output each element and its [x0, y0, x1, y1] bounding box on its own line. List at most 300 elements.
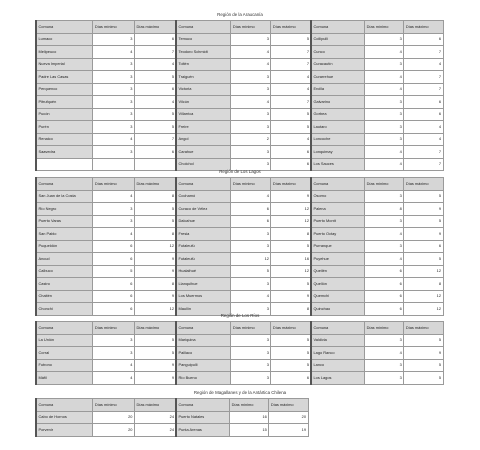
header-comuna: Comuna [176, 21, 231, 34]
min-days: 15 [230, 424, 269, 437]
min-days: 6 [93, 240, 135, 253]
min-days: 3 [93, 83, 135, 96]
commune-name: Gorbea [311, 108, 365, 121]
commune-name: Vilcún [176, 96, 231, 109]
commune-name: Ancud [36, 253, 93, 266]
min-days: 6 [365, 278, 404, 291]
min-days: 3 [93, 203, 135, 216]
min-days: 3 [365, 334, 404, 347]
table-row [311, 190, 443, 203]
header-comuna: Comuna [311, 178, 365, 191]
commune-table [35, 177, 177, 316]
commune-name: Carahue [176, 146, 231, 159]
table-row [176, 83, 311, 96]
region-title: Región de la Araucanía [217, 12, 263, 17]
table-row [176, 228, 311, 241]
commune-name: Hualaihué [176, 265, 231, 278]
table-row [176, 334, 311, 347]
min-days: 3 [365, 133, 404, 146]
table-row [36, 71, 176, 84]
min-days: 3 [365, 372, 404, 385]
table-header-row [176, 21, 311, 34]
table-row [36, 96, 176, 109]
min-days: 3 [231, 158, 271, 171]
table-row [311, 203, 443, 216]
min-days: 3 [365, 359, 404, 372]
commune-name: San Pablo [36, 228, 93, 241]
commune-name: Quemchi [311, 290, 365, 303]
header-dias-minimo: Días mínimo [231, 178, 271, 191]
table-row [311, 347, 443, 360]
min-days: 3 [93, 71, 135, 84]
max-days: 4 [271, 83, 311, 96]
commune-table [175, 321, 312, 385]
commune-name: Cunco [311, 46, 365, 59]
max-days: 5 [404, 215, 443, 228]
commune-name: Cholchol [176, 158, 231, 171]
max-days: 5 [134, 203, 176, 216]
header-dias-maximo: Días máximo [134, 178, 176, 191]
max-days: 9 [404, 228, 443, 241]
commune-name: Padre Las Casas [36, 71, 93, 84]
commune-name: Futaleufú [176, 240, 231, 253]
commune-name: Curaco de Vélez [176, 203, 231, 216]
max-days: 8 [271, 228, 311, 241]
commune-name: Fresia [176, 228, 231, 241]
table-header-row [311, 178, 443, 191]
commune-table [35, 398, 177, 437]
table-header-row [176, 399, 308, 412]
max-days: 6 [271, 372, 311, 385]
commune-name: Los Sauces [311, 158, 365, 171]
max-days: 4 [271, 71, 311, 84]
header-dias-minimo: Días mínimo [93, 178, 135, 191]
header-comuna: Comuna [36, 322, 93, 335]
table-row [176, 33, 311, 46]
min-days: 4 [231, 58, 271, 71]
commune-name: Maullín [176, 303, 231, 316]
max-days: 6 [134, 33, 176, 46]
commune-name: Lanco [311, 359, 365, 372]
commune-name: Victoria [176, 83, 231, 96]
header-dias-minimo: Días mínimo [93, 21, 135, 34]
max-days: 5 [134, 121, 176, 134]
table-row [36, 83, 176, 96]
min-days: 3 [365, 33, 404, 46]
max-days: 6 [271, 146, 311, 159]
max-days: 4 [271, 133, 311, 146]
min-days: 4 [365, 347, 404, 360]
max-days: 7 [134, 133, 176, 146]
min-days: 3 [365, 96, 404, 109]
commune-name: Río Negro [36, 203, 93, 216]
max-days: 5 [134, 334, 176, 347]
min-days: 6 [365, 265, 404, 278]
max-days: 8 [404, 278, 443, 291]
table-row [36, 290, 176, 303]
commune-name: Traiguén [176, 71, 231, 84]
min-days: 3 [93, 33, 135, 46]
min-days: 3 [93, 121, 135, 134]
commune-name: Futaleufú [176, 253, 231, 266]
header-dias-maximo: Días máximo [271, 322, 311, 335]
max-days: 9 [134, 253, 176, 266]
table-row [36, 33, 176, 46]
commune-table [310, 177, 444, 316]
min-days: 3 [365, 190, 404, 203]
min-days: 3 [365, 58, 404, 71]
commune-table [35, 20, 177, 171]
max-days: 7 [134, 46, 176, 59]
min-days: 3 [93, 347, 135, 360]
min-days: 12 [231, 253, 271, 266]
table-header-row [176, 178, 311, 191]
min-days: 4 [93, 228, 135, 241]
table-row [176, 121, 311, 134]
min-days: 6 [231, 203, 271, 216]
table-row [311, 33, 443, 46]
max-days: 12 [404, 265, 443, 278]
table-row [176, 146, 311, 159]
max-days: 5 [404, 359, 443, 372]
commune-name: Porvenir [36, 424, 93, 437]
max-days: 6 [404, 240, 443, 253]
commune-name: Chonchi [36, 303, 93, 316]
max-days: 5 [271, 278, 311, 291]
header-comuna: Comuna [176, 322, 231, 335]
commune-name: Lautaro [311, 121, 365, 134]
min-days: 3 [231, 278, 271, 291]
region-title: Región de Magallanes y de la Antártica Chilena [193, 390, 287, 395]
max-days: 12 [271, 203, 311, 216]
table-row [36, 359, 176, 372]
commune-name: Quinchao [311, 303, 365, 316]
max-days: 7 [404, 158, 443, 171]
min-days: 3 [93, 96, 135, 109]
table-row [311, 253, 443, 266]
commune-name: Curarrehue [311, 71, 365, 84]
min-days: 3 [231, 347, 271, 360]
min-days: 4 [365, 253, 404, 266]
max-days: 20 [269, 411, 308, 424]
min-days: 6 [93, 303, 135, 316]
table-row [311, 121, 443, 134]
max-days: 9 [271, 290, 311, 303]
max-days: 4 [404, 133, 443, 146]
table-row [311, 133, 443, 146]
min-days: 4 [365, 146, 404, 159]
header-comuna: Comuna [176, 178, 231, 191]
max-days: 4 [404, 121, 443, 134]
table-row [36, 190, 176, 203]
table-row [176, 372, 311, 385]
max-days: 6 [271, 158, 311, 171]
min-days: 5 [231, 265, 271, 278]
commune-name: Puerto Natales [176, 411, 230, 424]
table-row [176, 240, 311, 253]
min-days: 4 [93, 359, 135, 372]
table-row [311, 265, 443, 278]
max-days: 6 [404, 96, 443, 109]
min-days: 20 [93, 411, 135, 424]
header-dias-maximo: Días máximo [134, 399, 176, 412]
table-row [36, 411, 176, 424]
min-days: 3 [231, 33, 271, 46]
commune-table [175, 177, 312, 316]
commune-name: Llanquihue [176, 278, 231, 291]
header-comuna: Comuna [176, 399, 230, 412]
commune-name: Renaico [36, 133, 93, 146]
commune-name: Cabo de Hornos [36, 411, 93, 424]
min-days: 3 [231, 303, 271, 316]
table-row [311, 372, 443, 385]
max-days: 8 [271, 303, 311, 316]
table-row [176, 46, 311, 59]
min-days: 4 [231, 46, 271, 59]
table-row [36, 108, 176, 121]
commune-name: Perquenco [36, 83, 93, 96]
max-days: 24 [134, 424, 176, 437]
commune-name: Loncoche [311, 133, 365, 146]
commune-name: Valdivia [311, 334, 365, 347]
min-days: 20 [93, 424, 135, 437]
max-days: 5 [271, 108, 311, 121]
min-days: 4 [93, 46, 135, 59]
commune-table [310, 321, 444, 385]
max-days: 4 [134, 96, 176, 109]
commune-name: San Juan de la Costa [36, 190, 93, 203]
table-row [176, 96, 311, 109]
max-days: 12 [404, 303, 443, 316]
table-row [176, 190, 311, 203]
commune-name: Purén [36, 121, 93, 134]
min-days: 3 [365, 121, 404, 134]
commune-name: Dalcahue [176, 215, 231, 228]
commune-name: Temuco [176, 33, 231, 46]
header-dias-minimo: Días mínimo [93, 322, 135, 335]
table-header-row [36, 322, 176, 335]
table-row [176, 347, 311, 360]
table-row [36, 133, 176, 146]
max-days: 4 [134, 58, 176, 71]
max-days: 7 [271, 96, 311, 109]
commune-name: Pucón [36, 108, 93, 121]
max-days: 6 [404, 33, 443, 46]
commune-table [175, 20, 312, 171]
header-comuna: Comuna [311, 322, 365, 335]
commune-name: Futrono [36, 359, 93, 372]
commune-name: Los Lagos [311, 372, 365, 385]
max-days: 6 [404, 108, 443, 121]
min-days: 3 [231, 71, 271, 84]
table-row [311, 146, 443, 159]
min-days: 4 [93, 190, 135, 203]
min-days: 3 [93, 334, 135, 347]
max-days: 5 [271, 359, 311, 372]
commune-name: Queilén [311, 265, 365, 278]
max-days: 5 [271, 240, 311, 253]
header-dias-maximo: Días máximo [271, 178, 311, 191]
min-days: 3 [93, 108, 135, 121]
commune-name: Toltén [176, 58, 231, 71]
max-days: 5 [404, 334, 443, 347]
commune-name: Los Muermos [176, 290, 231, 303]
commune-name: Melipeuco [36, 46, 93, 59]
commune-name: Freire [176, 121, 231, 134]
commune-name: Villarrica [176, 108, 231, 121]
min-days: 3 [365, 215, 404, 228]
table-row [311, 83, 443, 96]
table-row [176, 278, 311, 291]
min-days: 3 [365, 240, 404, 253]
max-days: 9 [134, 265, 176, 278]
commune-name: Osorno [311, 190, 365, 203]
table-row [36, 372, 176, 385]
min-days: 6 [93, 253, 135, 266]
table-header-row [36, 399, 176, 412]
table-row [311, 58, 443, 71]
table-row [311, 71, 443, 84]
header-dias-minimo: Días mínimo [230, 399, 269, 412]
table-row [311, 228, 443, 241]
max-days: 12 [134, 303, 176, 316]
table-header-row [176, 322, 311, 335]
commune-name: Lonquimay [311, 146, 365, 159]
max-days: 7 [404, 46, 443, 59]
table-row [176, 71, 311, 84]
commune-name: Saavedra [36, 146, 93, 159]
table-row [176, 411, 308, 424]
commune-name: Galvarino [311, 96, 365, 109]
max-days: 6 [134, 146, 176, 159]
commune-name: Punta Arenas [176, 424, 230, 437]
max-days: 5 [404, 253, 443, 266]
region-title: Región de Los Lagos [219, 169, 261, 174]
commune-name: Quellón [311, 278, 365, 291]
min-days: 4 [231, 190, 271, 203]
commune-name: Collipulli [311, 33, 365, 46]
commune-name: Ercilla [311, 83, 365, 96]
min-days: 3 [231, 372, 271, 385]
table-row [176, 133, 311, 146]
min-days: 4 [365, 83, 404, 96]
table-row [36, 58, 176, 71]
max-days: 7 [404, 146, 443, 159]
max-days: 5 [134, 215, 176, 228]
commune-name: Puqueldón [36, 240, 93, 253]
max-days: 24 [134, 411, 176, 424]
table-row [36, 46, 176, 59]
table-row [36, 215, 176, 228]
min-days: 3 [231, 240, 271, 253]
table-row [36, 203, 176, 216]
min-days: 8 [365, 203, 404, 216]
max-days: 8 [134, 228, 176, 241]
header-dias-maximo: Días máximo [269, 399, 308, 412]
commune-name: Cochamó [176, 190, 231, 203]
max-days: 12 [404, 290, 443, 303]
max-days: 8 [134, 190, 176, 203]
header-comuna: Comuna [36, 399, 93, 412]
table-row [36, 121, 176, 134]
commune-name: Chaitén [36, 290, 93, 303]
commune-name: Corral [36, 347, 93, 360]
commune-name: Curacautín [311, 58, 365, 71]
min-days: 6 [365, 290, 404, 303]
table-header-row [311, 322, 443, 335]
table-row [311, 359, 443, 372]
max-days: 7 [271, 58, 311, 71]
max-days: 9 [134, 359, 176, 372]
table-header-row [36, 178, 176, 191]
max-days: 5 [271, 33, 311, 46]
max-days: 9 [271, 190, 311, 203]
min-days: 6 [231, 215, 271, 228]
min-days: 4 [93, 372, 135, 385]
max-days: 5 [271, 347, 311, 360]
max-days: 9 [134, 372, 176, 385]
table-row [311, 240, 443, 253]
commune-name: Purranque [311, 240, 365, 253]
commune-name: Palena [311, 203, 365, 216]
max-days: 5 [271, 334, 311, 347]
max-days: 7 [271, 46, 311, 59]
commune-name: Angol [176, 133, 231, 146]
min-days: 3 [231, 83, 271, 96]
table-row [36, 228, 176, 241]
table-row [36, 240, 176, 253]
commune-name: La Unión [36, 334, 93, 347]
min-days: 3 [93, 146, 135, 159]
max-days: 9 [404, 347, 443, 360]
table-row [176, 253, 311, 266]
commune-name: Nueva Imperial [36, 58, 93, 71]
max-days: 12 [271, 215, 311, 228]
header-comuna: Comuna [36, 21, 93, 34]
header-dias-minimo: Días mínimo [231, 322, 271, 335]
min-days: 3 [231, 146, 271, 159]
max-days: 5 [271, 121, 311, 134]
header-dias-minimo: Días mínimo [365, 178, 404, 191]
min-days: 16 [230, 411, 269, 424]
min-days: 3 [365, 108, 404, 121]
min-days: 3 [231, 359, 271, 372]
max-days: 5 [134, 71, 176, 84]
table-row [311, 96, 443, 109]
table-row [36, 334, 176, 347]
min-days: 6 [365, 303, 404, 316]
commune-table [310, 20, 444, 171]
table-row [36, 278, 176, 291]
table-row [311, 46, 443, 59]
commune-table [175, 398, 309, 437]
max-days: 7 [404, 71, 443, 84]
table-row [176, 265, 311, 278]
table-row [311, 278, 443, 291]
table-row [176, 215, 311, 228]
table-row [311, 108, 443, 121]
max-days: 9 [404, 203, 443, 216]
table-row [36, 424, 176, 437]
max-days: 9 [134, 290, 176, 303]
header-dias-maximo: Días máximo [134, 322, 176, 335]
max-days: 19 [269, 424, 308, 437]
table-row [176, 359, 311, 372]
commune-name: Mariquina [176, 334, 231, 347]
region-title: Región de Los Ríos [220, 313, 260, 318]
min-days: 4 [365, 46, 404, 59]
header-comuna: Comuna [311, 21, 365, 34]
